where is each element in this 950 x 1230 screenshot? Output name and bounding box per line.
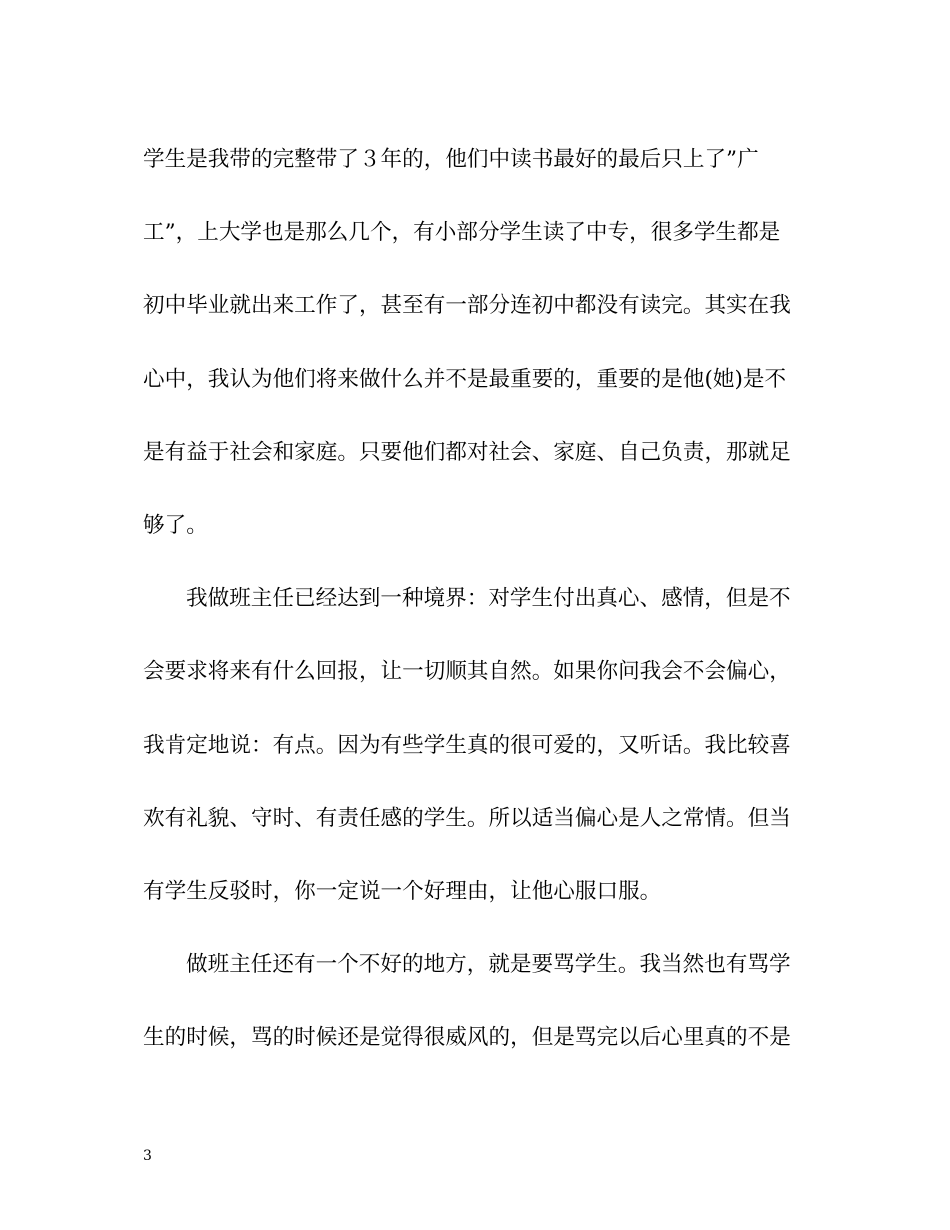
text-line: 是有益于社会和家庭。只要他们都对社会、家庭、自己负责，那就足 (143, 439, 791, 465)
text-line: 欢有礼貌、守时、有责任感的学生。所以适当偏心是人之常情。但当 (143, 805, 791, 831)
text-line: 够了。 (143, 512, 208, 538)
text-line: 学生是我带的完整带了３年的，他们中读书最好的最后只上了”广 (143, 147, 759, 172)
page-number: 3 (143, 1148, 152, 1164)
text-line: 心中，我认为他们将来做什么并不是最重要的，重要的是他(她)是不 (143, 366, 787, 392)
text-line: 会要求将来有什么回报，让一切顺其自然。如果你问我会不会偏心， (143, 659, 791, 685)
text-line: 有学生反驳时，你一定说一个好理由，让他心服口服。 (143, 878, 662, 904)
text-line: 初中毕业就出来工作了，甚至有一部分连初中都没有读完。其实在我 (143, 293, 791, 319)
text-line: 工”，上大学也是那么几个，有小部分学生读了中专，很多学生都是 (143, 220, 781, 246)
text-line: 生的时候，骂的时候还是觉得很威风的，但是骂完以后心里真的不是 (143, 1025, 791, 1051)
text-line: 我肯定地说：有点。因为有些学生真的很可爱的，又听话。我比较喜 (143, 732, 791, 758)
paragraph-start-line: 我做班主任已经达到一种境界：对学生付出真心、感情，但是不 (186, 586, 791, 612)
body-text (143, 140, 803, 1091)
paragraph-start-line: 做班主任还有一个不好的地方，就是要骂学生。我当然也有骂学 (186, 952, 791, 978)
